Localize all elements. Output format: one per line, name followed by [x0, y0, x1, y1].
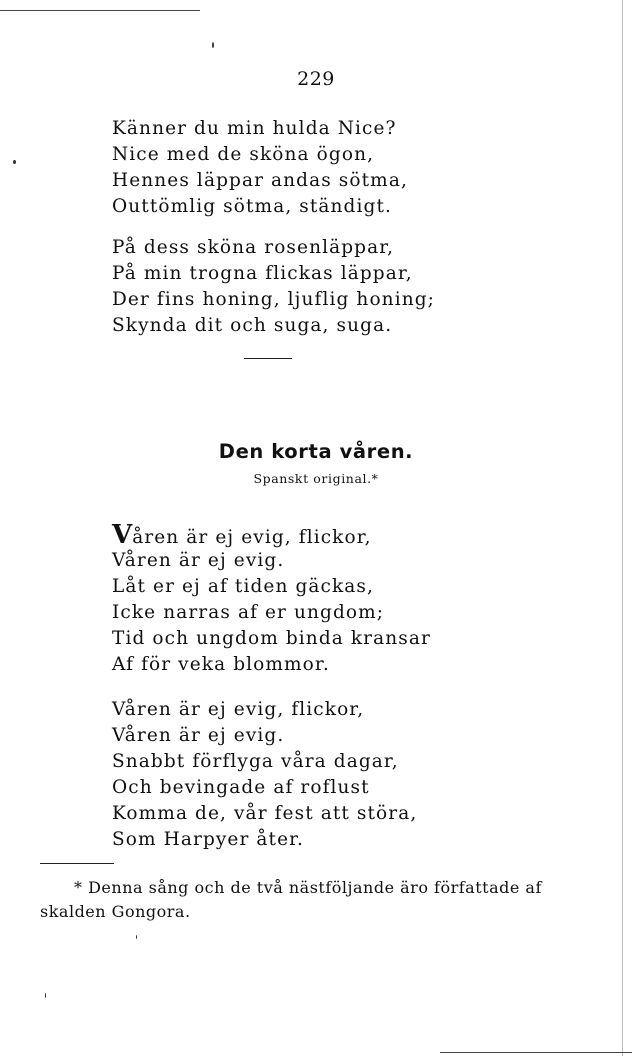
footnote-text: * Denna sång och de två nästföljande äro författade af [74, 878, 542, 897]
poem-title: Den korta våren. [218, 440, 414, 463]
poem-one-stanza-2 [112, 235, 435, 339]
page-number: 229 [297, 68, 335, 90]
scan-edge-right [622, 0, 623, 1056]
verse-line: Icke narras af er ungdom; [112, 602, 385, 623]
verse-line: Våren är ej evig. [112, 725, 285, 746]
verse-line-first [112, 522, 431, 548]
footnote-divider [40, 863, 114, 864]
scan-speck [45, 993, 46, 998]
verse-line: Nice med de sköna ögon, [112, 144, 375, 165]
scan-speck [136, 935, 137, 939]
scan-edge-top [0, 10, 200, 11]
verse-line: På min trogna flickas läppar, [112, 263, 413, 284]
verse-line: Känner du min hulda Nice? [112, 118, 397, 139]
verse-line: Outtömlig sötma, ständigt. [112, 196, 392, 217]
verse-line: Våren är ej evig, flickor, [112, 699, 365, 720]
poem-one-stanza-1 [112, 116, 408, 220]
poem-subtitle: Spanskt original.* [253, 471, 379, 486]
poem-two-stanza-1 [112, 522, 431, 678]
drop-cap: V [112, 520, 133, 550]
verse-line: Der fins honing, ljuflig honing; [112, 289, 436, 310]
verse-line: Komma de, vår fest att störa, [112, 803, 418, 824]
verse-line: Våren är ej evig. [112, 550, 285, 571]
footnote-line [40, 876, 560, 900]
footnote [40, 876, 560, 924]
verse-line: Hennes läppar andas sötma, [112, 170, 408, 191]
verse-line: Låt er ej af tiden gäckas, [112, 576, 375, 597]
scan-speck [13, 160, 16, 164]
verse-line: Skynda dit och suga, suga. [112, 315, 393, 336]
verse-line: Som Harpyer åter. [112, 829, 305, 850]
verse-line: Af för veka blommor. [112, 654, 330, 675]
verse-line-rest: åren är ej evig, flickor, [132, 527, 372, 548]
footnote-line: skalden Gongora. [40, 902, 191, 921]
verse-line: Och bevingade af roflust [112, 777, 370, 798]
scan-speck [212, 42, 214, 48]
section-divider [244, 358, 292, 359]
scan-edge-bottom [440, 1052, 632, 1053]
verse-line: Snabbt förflyga våra dagar, [112, 751, 399, 772]
verse-line: Tid och ungdom binda kransar [112, 628, 431, 649]
poem-two-stanza-2 [112, 697, 417, 853]
verse-line: På dess sköna rosenläppar, [112, 237, 395, 258]
